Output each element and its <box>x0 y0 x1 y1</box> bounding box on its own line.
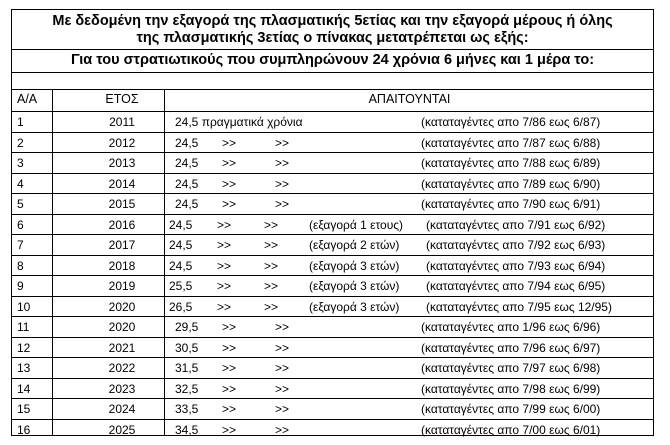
cell-ditto-mark: >> <box>222 340 237 355</box>
divider <box>12 72 653 73</box>
cell-required-years: 34,5 <box>175 422 199 437</box>
cell-ditto-mark: >> <box>222 381 237 396</box>
cell-enlistment-period: (καταταγέντες απο 7/91 εως 6/92) <box>426 217 606 232</box>
cell-required-years: 24,5 <box>175 176 199 191</box>
cell-ditto-mark: >> <box>222 156 237 170</box>
cell-ditto-mark: >> <box>264 258 279 273</box>
cell-required-years: 29,5 <box>175 320 199 334</box>
cell-required-years: 25,5 <box>169 279 193 293</box>
cell-enlistment-period: (καταταγέντες απο 7/95 εως 12/95) <box>426 299 612 314</box>
cell-required-years: 24,5 <box>175 135 199 150</box>
cell-ditto-mark: >> <box>275 135 290 150</box>
cell-buyback-note: (εξαγορά 3 ετών) <box>309 258 400 273</box>
cell-aa: 7 <box>17 238 24 252</box>
cell-year: 2020 <box>108 320 136 334</box>
table-row <box>12 111 653 133</box>
table-row <box>12 398 653 420</box>
header-line-2: της πλασματικής 3ετίας ο πίνακας μετατρέπεται ως εξής: <box>136 30 529 46</box>
cell-required-years: 31,5 <box>175 361 199 375</box>
cell-enlistment-period: (καταταγέντες απο 1/96 εως 6/96) <box>421 320 601 334</box>
cell-aa: 5 <box>17 197 24 211</box>
cell-enlistment-period: (καταταγέντες απο 7/87 εως 6/88) <box>421 135 601 150</box>
cell-year: 2013 <box>108 156 136 170</box>
table-row <box>12 337 653 359</box>
cell-ditto-mark: >> <box>222 197 237 211</box>
cell-ditto-mark: >> <box>275 402 290 416</box>
cell-year: 2024 <box>108 402 136 416</box>
cell-year: 2021 <box>108 340 136 355</box>
table-row <box>12 132 653 154</box>
cell-ditto-mark: >> <box>222 135 237 150</box>
cell-year: 2011 <box>109 115 135 129</box>
cell-aa: 4 <box>17 176 24 191</box>
cell-ditto-mark: >> <box>222 176 237 191</box>
table-row <box>12 316 653 338</box>
cell-year: 2023 <box>108 381 136 396</box>
cell-buyback-note: (εξαγορά 2 ετών) <box>309 238 400 252</box>
cell-year: 2018 <box>108 258 136 273</box>
header-line-3: Για του στρατιωτικούς που συμπληρώνουν 24 χρόνια 6 μήνες και 1 μέρα το: <box>70 52 595 68</box>
document-table <box>11 9 654 436</box>
cell-ditto-mark: >> <box>217 238 232 252</box>
cell-enlistment-period: (καταταγέντες απο 7/97 εως 6/98) <box>421 361 601 375</box>
cell-ditto-mark: >> <box>275 361 290 375</box>
table-row <box>12 419 653 441</box>
cell-ditto-mark: >> <box>264 279 279 293</box>
cell-ditto-mark: >> <box>222 402 237 416</box>
cell-required-years: 32,5 <box>175 381 199 396</box>
cell-required-years: 24,5 πραγματικά χρόνια <box>175 115 303 129</box>
header-line-1: Με δεδομένη την εξαγορά της πλασματικής 5ετίας και την εξαγορά μέρους ή όλης <box>52 13 613 29</box>
cell-year: 2016 <box>108 217 136 232</box>
cell-aa: 14 <box>17 381 31 396</box>
cell-aa: 9 <box>17 279 24 293</box>
cell-ditto-mark: >> <box>275 197 290 211</box>
cell-year: 2012 <box>108 135 136 150</box>
table-row <box>12 234 653 256</box>
column-header-aa: Α/Α <box>17 92 38 106</box>
cell-enlistment-period: (καταταγέντες απο 7/89 εως 6/90) <box>421 176 601 191</box>
cell-year: 2019 <box>108 279 136 293</box>
cell-enlistment-period: (καταταγέντες απο 7/99 εως 6/00) <box>421 402 601 416</box>
cell-aa: 3 <box>17 156 24 170</box>
cell-ditto-mark: >> <box>264 217 279 232</box>
cell-ditto-mark: >> <box>275 381 290 396</box>
table-row <box>12 357 653 379</box>
cell-enlistment-period: (καταταγέντες απο 7/96 εως 6/97) <box>421 340 601 355</box>
cell-ditto-mark: >> <box>217 217 232 232</box>
cell-ditto-mark: >> <box>217 299 232 314</box>
table-row <box>12 152 653 174</box>
cell-required-years: 24,5 <box>169 217 193 232</box>
cell-enlistment-period: (καταταγέντες απο 7/90 εως 6/91) <box>421 197 601 211</box>
table-row <box>12 378 653 400</box>
cell-required-years: 24,5 <box>169 238 193 252</box>
cell-aa: 11 <box>17 320 30 334</box>
cell-ditto-mark: >> <box>275 422 290 437</box>
column-header-row <box>12 89 653 112</box>
cell-aa: 12 <box>17 340 31 355</box>
cell-enlistment-period: (καταταγέντες απο 7/88 εως 6/89) <box>421 156 601 170</box>
cell-aa: 6 <box>17 217 24 232</box>
table-row <box>12 255 653 277</box>
cell-ditto-mark: >> <box>222 422 237 437</box>
cell-year: 2020 <box>108 299 136 314</box>
cell-year: 2022 <box>108 361 136 375</box>
table-row <box>12 275 653 297</box>
table-row <box>12 296 653 318</box>
cell-required-years: 30,5 <box>175 340 199 355</box>
column-header-year: ΕΤΟΣ <box>105 92 139 106</box>
table-row <box>12 173 653 195</box>
cell-required-years: 33,5 <box>175 402 199 416</box>
cell-enlistment-period: (καταταγέντες απο 7/94 εως 6/95) <box>426 279 606 293</box>
divider <box>12 49 653 50</box>
column-header-required: ΑΠΑΙΤΟΥΝΤΑΙ <box>368 92 451 106</box>
cell-enlistment-period: (καταταγέντες απο 7/93 εως 6/94) <box>426 258 606 273</box>
table-row <box>12 193 653 215</box>
cell-buyback-note: (εξαγορά 3 ετών) <box>309 279 400 293</box>
cell-buyback-note: (εξαγορά 1 ετους) <box>309 217 404 232</box>
cell-ditto-mark: >> <box>222 320 237 334</box>
cell-ditto-mark: >> <box>275 340 290 355</box>
table-row <box>12 214 653 236</box>
cell-aa: 16 <box>17 422 31 437</box>
cell-ditto-mark: >> <box>217 279 232 293</box>
cell-ditto-mark: >> <box>264 299 279 314</box>
cell-year: 2014 <box>108 176 136 191</box>
cell-ditto-mark: >> <box>222 361 237 375</box>
cell-aa: 15 <box>17 402 31 416</box>
cell-buyback-note: (εξαγορά 3 ετών) <box>309 299 400 314</box>
cell-ditto-mark: >> <box>217 258 232 273</box>
cell-ditto-mark: >> <box>264 238 279 252</box>
cell-enlistment-period: (καταταγέντες απο 7/92 εως 6/93) <box>426 238 606 252</box>
cell-required-years: 24,5 <box>175 197 199 211</box>
cell-required-years: 26,5 <box>169 299 193 314</box>
cell-enlistment-period: (καταταγέντες απο 7/86 εως 6/87) <box>421 115 601 129</box>
cell-year: 2017 <box>108 238 136 252</box>
cell-ditto-mark: >> <box>275 176 290 191</box>
cell-ditto-mark: >> <box>275 156 290 170</box>
cell-required-years: 24,5 <box>175 156 199 170</box>
cell-aa: 10 <box>17 299 31 314</box>
cell-enlistment-period: (καταταγέντες απο 7/98 εως 6/99) <box>421 381 601 396</box>
cell-year: 2015 <box>108 197 136 211</box>
cell-aa: 1 <box>17 115 24 129</box>
cell-aa: 2 <box>17 135 24 150</box>
cell-aa: 13 <box>17 361 31 375</box>
cell-required-years: 24,5 <box>169 258 193 273</box>
cell-year: 2025 <box>108 422 136 437</box>
cell-ditto-mark: >> <box>275 320 290 334</box>
cell-aa: 8 <box>17 258 24 273</box>
cell-enlistment-period: (καταταγέντες απο 7/00 εως 6/01) <box>421 422 601 437</box>
